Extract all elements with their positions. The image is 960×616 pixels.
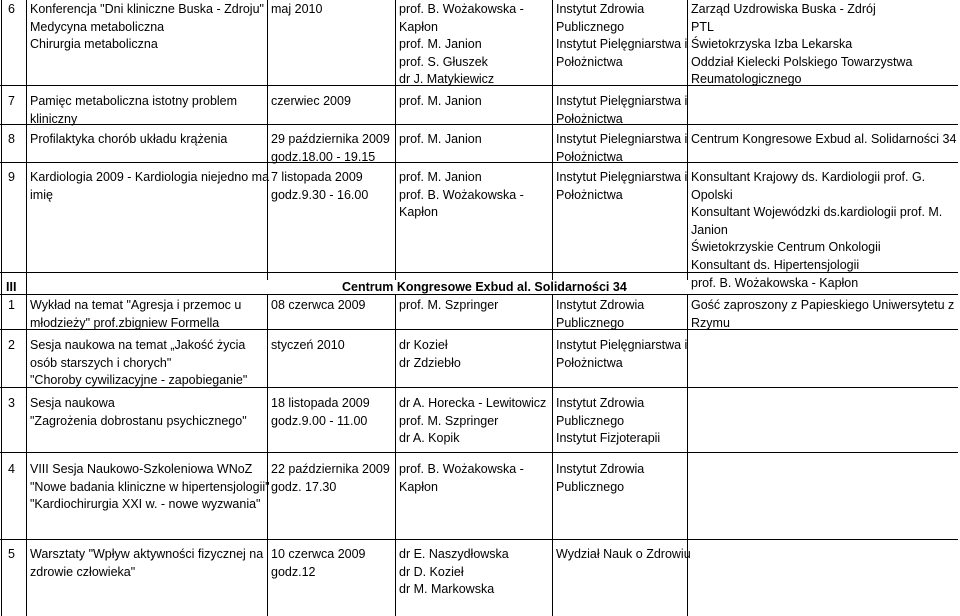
partner-line: PTL [691,19,714,34]
row-divider [0,329,958,330]
speakers-line: dr Kozieł [399,338,448,352]
institute-line: Instytut Pielęgniarstwa i [556,338,688,352]
topic-line: Warsztaty "Wpływ aktywności fizycznej na [30,547,264,561]
row-number: 4 [8,462,15,476]
partner-line: Konsultant ds. Hipertensjologii [691,257,860,272]
institute-line: Publicznego [556,19,625,34]
cell-speakers [399,461,524,496]
cell-topic [30,395,247,430]
institute-line: Instytut Pielegniarstwa i [556,132,688,146]
column-divider [267,0,268,280]
section-number: III [6,280,17,294]
cell-speakers [399,546,509,599]
cell-date [271,546,366,581]
institute-line: Instytut Zdrowia [556,396,645,410]
partner-line: Oddział Kielecki Polskiego Towarzystwa [691,54,913,69]
speakers-line: dr Zdziebło [399,355,461,370]
institute-line: Instytut Pielęgniarstwa i [556,94,688,108]
cell-speakers [399,131,482,149]
speakers-line: dr D. Kozieł [399,564,464,579]
cell-partner [691,297,954,332]
institute-line: Wydział Nauk o Zdrowiu [556,547,691,561]
partner-line: prof. B. Wożakowska - Kapłon [691,275,859,290]
cell-date [271,1,322,19]
date-line: styczeń 2010 [271,338,345,352]
speakers-line: dr E. Naszydłowska [399,547,509,561]
cell-institute [556,297,644,332]
speakers-line: prof. B. Wożakowska - [399,462,524,476]
topic-line: "Nowe badania kliniczne w hipertensjologii" [30,479,270,494]
topic-line: Kardiologia 2009 - Kardiologia niejedno ma [30,170,270,184]
institute-line: Położnictwa [556,355,623,370]
institute-line: Instytut Pielęgniarstwa i [556,37,688,52]
date-line: godz.9.30 - 16.00 [271,187,369,202]
institute-line: Położnictwa [556,187,623,202]
cell-speakers [399,93,482,111]
cell-partner [691,169,942,292]
speakers-line: dr M. Markowska [399,582,495,597]
institute-line: Publicznego [556,413,625,428]
institute-line: Instytut Pielęgniarstwa i [556,170,688,184]
column-divider [26,0,27,616]
speakers-line: prof. B. Wożakowska - [399,187,524,202]
row-divider [0,162,958,163]
column-divider [687,294,688,616]
cell-date [271,131,390,166]
column-divider [395,294,396,616]
cell-date [271,297,366,315]
partner-line: Janion [691,222,728,237]
section-title: Centrum Kongresowe Exbud al. Solidarności 34 [342,280,627,294]
topic-line: Chirurgia metaboliczna [30,37,158,52]
topic-line: Sesja naukowa [30,396,115,410]
institute-line: Instytut Zdrowia [556,2,645,16]
date-line: 22 października 2009 [271,462,390,476]
cell-speakers [399,169,524,222]
topic-line: "Kardiochirurgia XXI w. - nowe wyzwania" [30,497,261,512]
cell-institute [556,461,644,496]
partner-line: Centrum Kongresowe Exbud al. Solidarności 34 [691,132,957,146]
partner-line: Zarząd Uzdrowiska Buska - Zdrój [691,2,876,16]
institute-line: Położnictwa [556,54,623,69]
column-divider [395,0,396,280]
column-divider [552,0,553,280]
date-line: godz.9.00 - 11.00 [271,413,368,428]
cell-topic [30,131,227,149]
topic-line: "Choroby cywilizacyjne - zapobieganie" [30,373,248,388]
partner-line: Konsultant Wojewódzki ds.kardiologii prof. M. [691,205,943,220]
cell-speakers [399,1,524,89]
speakers-line: Kapłon [399,19,438,34]
row-number: 9 [8,170,15,184]
topic-line: młodzieży" prof.zbigniew Formella [30,315,220,330]
column-divider [1,0,2,616]
cell-date [271,93,351,111]
date-line: 29 października 2009 [271,132,390,146]
topic-line: "Zagrożenia dobrostanu psychicznego" [30,413,247,428]
date-line: maj 2010 [271,2,323,16]
row-divider [0,294,958,295]
cell-institute [556,546,691,564]
topic-line: kliniczny [30,111,78,126]
topic-line: osób starszych i chorych" [30,355,172,370]
speakers-line: Kapłon [399,205,438,220]
institute-line: Położnictwa [556,111,623,126]
cell-speakers [399,395,546,448]
topic-line: VIII Sesja Naukowo-Szkoleniowa WNoZ [30,462,253,476]
cell-speakers [399,337,461,372]
topic-line: Medycyna metaboliczna [30,19,165,34]
row-divider [0,539,958,540]
row-number: 2 [8,338,15,352]
topic-line: Wykład na temat "Agresja i przemoc u [30,298,242,312]
cell-date [271,337,345,355]
date-line: 08 czerwca 2009 [271,298,366,312]
row-number: 7 [8,94,15,108]
speakers-line: prof. B. Wożakowska - [399,2,524,16]
speakers-line: dr A. Kopik [399,431,460,446]
speakers-line: Kapłon [399,479,438,494]
speakers-line: prof. M. Janion [399,37,482,52]
cell-topic [30,297,241,332]
row-number: 1 [8,298,15,312]
partner-line: Reumatologicznego [691,72,802,87]
cell-topic [30,546,263,581]
cell-institute [556,93,687,128]
partner-line: Świetokrzyska Izba Lekarska [691,37,853,52]
speakers-line: dr J. Matykiewicz [399,72,495,87]
partner-line: Rzymu [691,315,730,330]
cell-date [271,461,390,496]
speakers-line: prof. M. Janion [399,132,482,146]
speakers-line: prof. M. Janion [399,94,482,108]
row-divider [0,272,958,273]
cell-institute [556,337,687,372]
speakers-line: dr A. Horecka - Lewitowicz [399,396,547,410]
date-line: godz.12 [271,564,316,579]
column-divider [267,294,268,616]
date-line: czerwiec 2009 [271,94,351,108]
row-number: 8 [8,132,15,146]
cell-topic [30,461,270,514]
cell-partner [691,131,956,149]
row-divider [0,387,958,388]
institute-line: Położnictwa [556,149,623,164]
cell-date [271,169,368,204]
topic-line: zdrowie człowieka" [30,564,136,579]
cell-partner [691,1,912,89]
speakers-line: prof. S. Głuszek [399,54,488,69]
date-line: 18 listopada 2009 [271,396,370,410]
institute-line: Instytut Zdrowia [556,462,645,476]
column-divider [687,0,688,280]
institute-line: Instytut Zdrowia [556,298,645,312]
topic-line: Profilaktyka chorób układu krążenia [30,132,228,146]
topic-line: Konferencja "Dni kliniczne Buska - Zdroju" [30,2,264,16]
speakers-line: prof. M. Janion [399,170,482,184]
partner-line: Gość zaproszony z Papieskiego Uniwersytetu z [691,298,955,312]
row-divider [0,85,958,86]
partner-line: Świetokrzyskie Centrum Onkologii [691,240,881,255]
cell-topic [30,337,247,390]
date-line: godz. 17.30 [271,479,337,494]
speakers-line: prof. M. Szpringer [399,298,499,312]
institute-line: Publicznego [556,479,625,494]
institute-line: Publicznego [556,315,625,330]
cell-institute [556,169,687,204]
speakers-line: prof. M. Szpringer [399,413,499,428]
cell-institute [556,395,660,448]
row-divider [0,452,958,453]
row-number: 3 [8,396,15,410]
row-number: 5 [8,547,15,561]
date-line: 10 czerwca 2009 [271,547,366,561]
cell-institute [556,1,687,71]
topic-line: Pamięc metaboliczna istotny problem [30,94,238,108]
topic-line: imię [30,187,53,202]
institute-line: Instytut Fizjoterapii [556,431,661,446]
cell-date [271,395,370,430]
topic-line: Sesja naukowa na temat „Jakość życia [30,338,246,352]
cell-topic [30,93,237,128]
row-divider [0,124,958,125]
row-number: 6 [8,2,15,16]
cell-institute [556,131,687,166]
partner-line: Opolski [691,187,733,202]
date-line: 7 listopada 2009 [271,170,363,184]
cell-topic [30,1,264,54]
cell-topic [30,169,269,204]
partner-line: Konsultant Krajowy ds. Kardiologii prof. G. [691,170,926,184]
column-divider [552,294,553,616]
date-line: godz.18.00 - 19.15 [271,149,376,164]
cell-speakers [399,297,498,315]
